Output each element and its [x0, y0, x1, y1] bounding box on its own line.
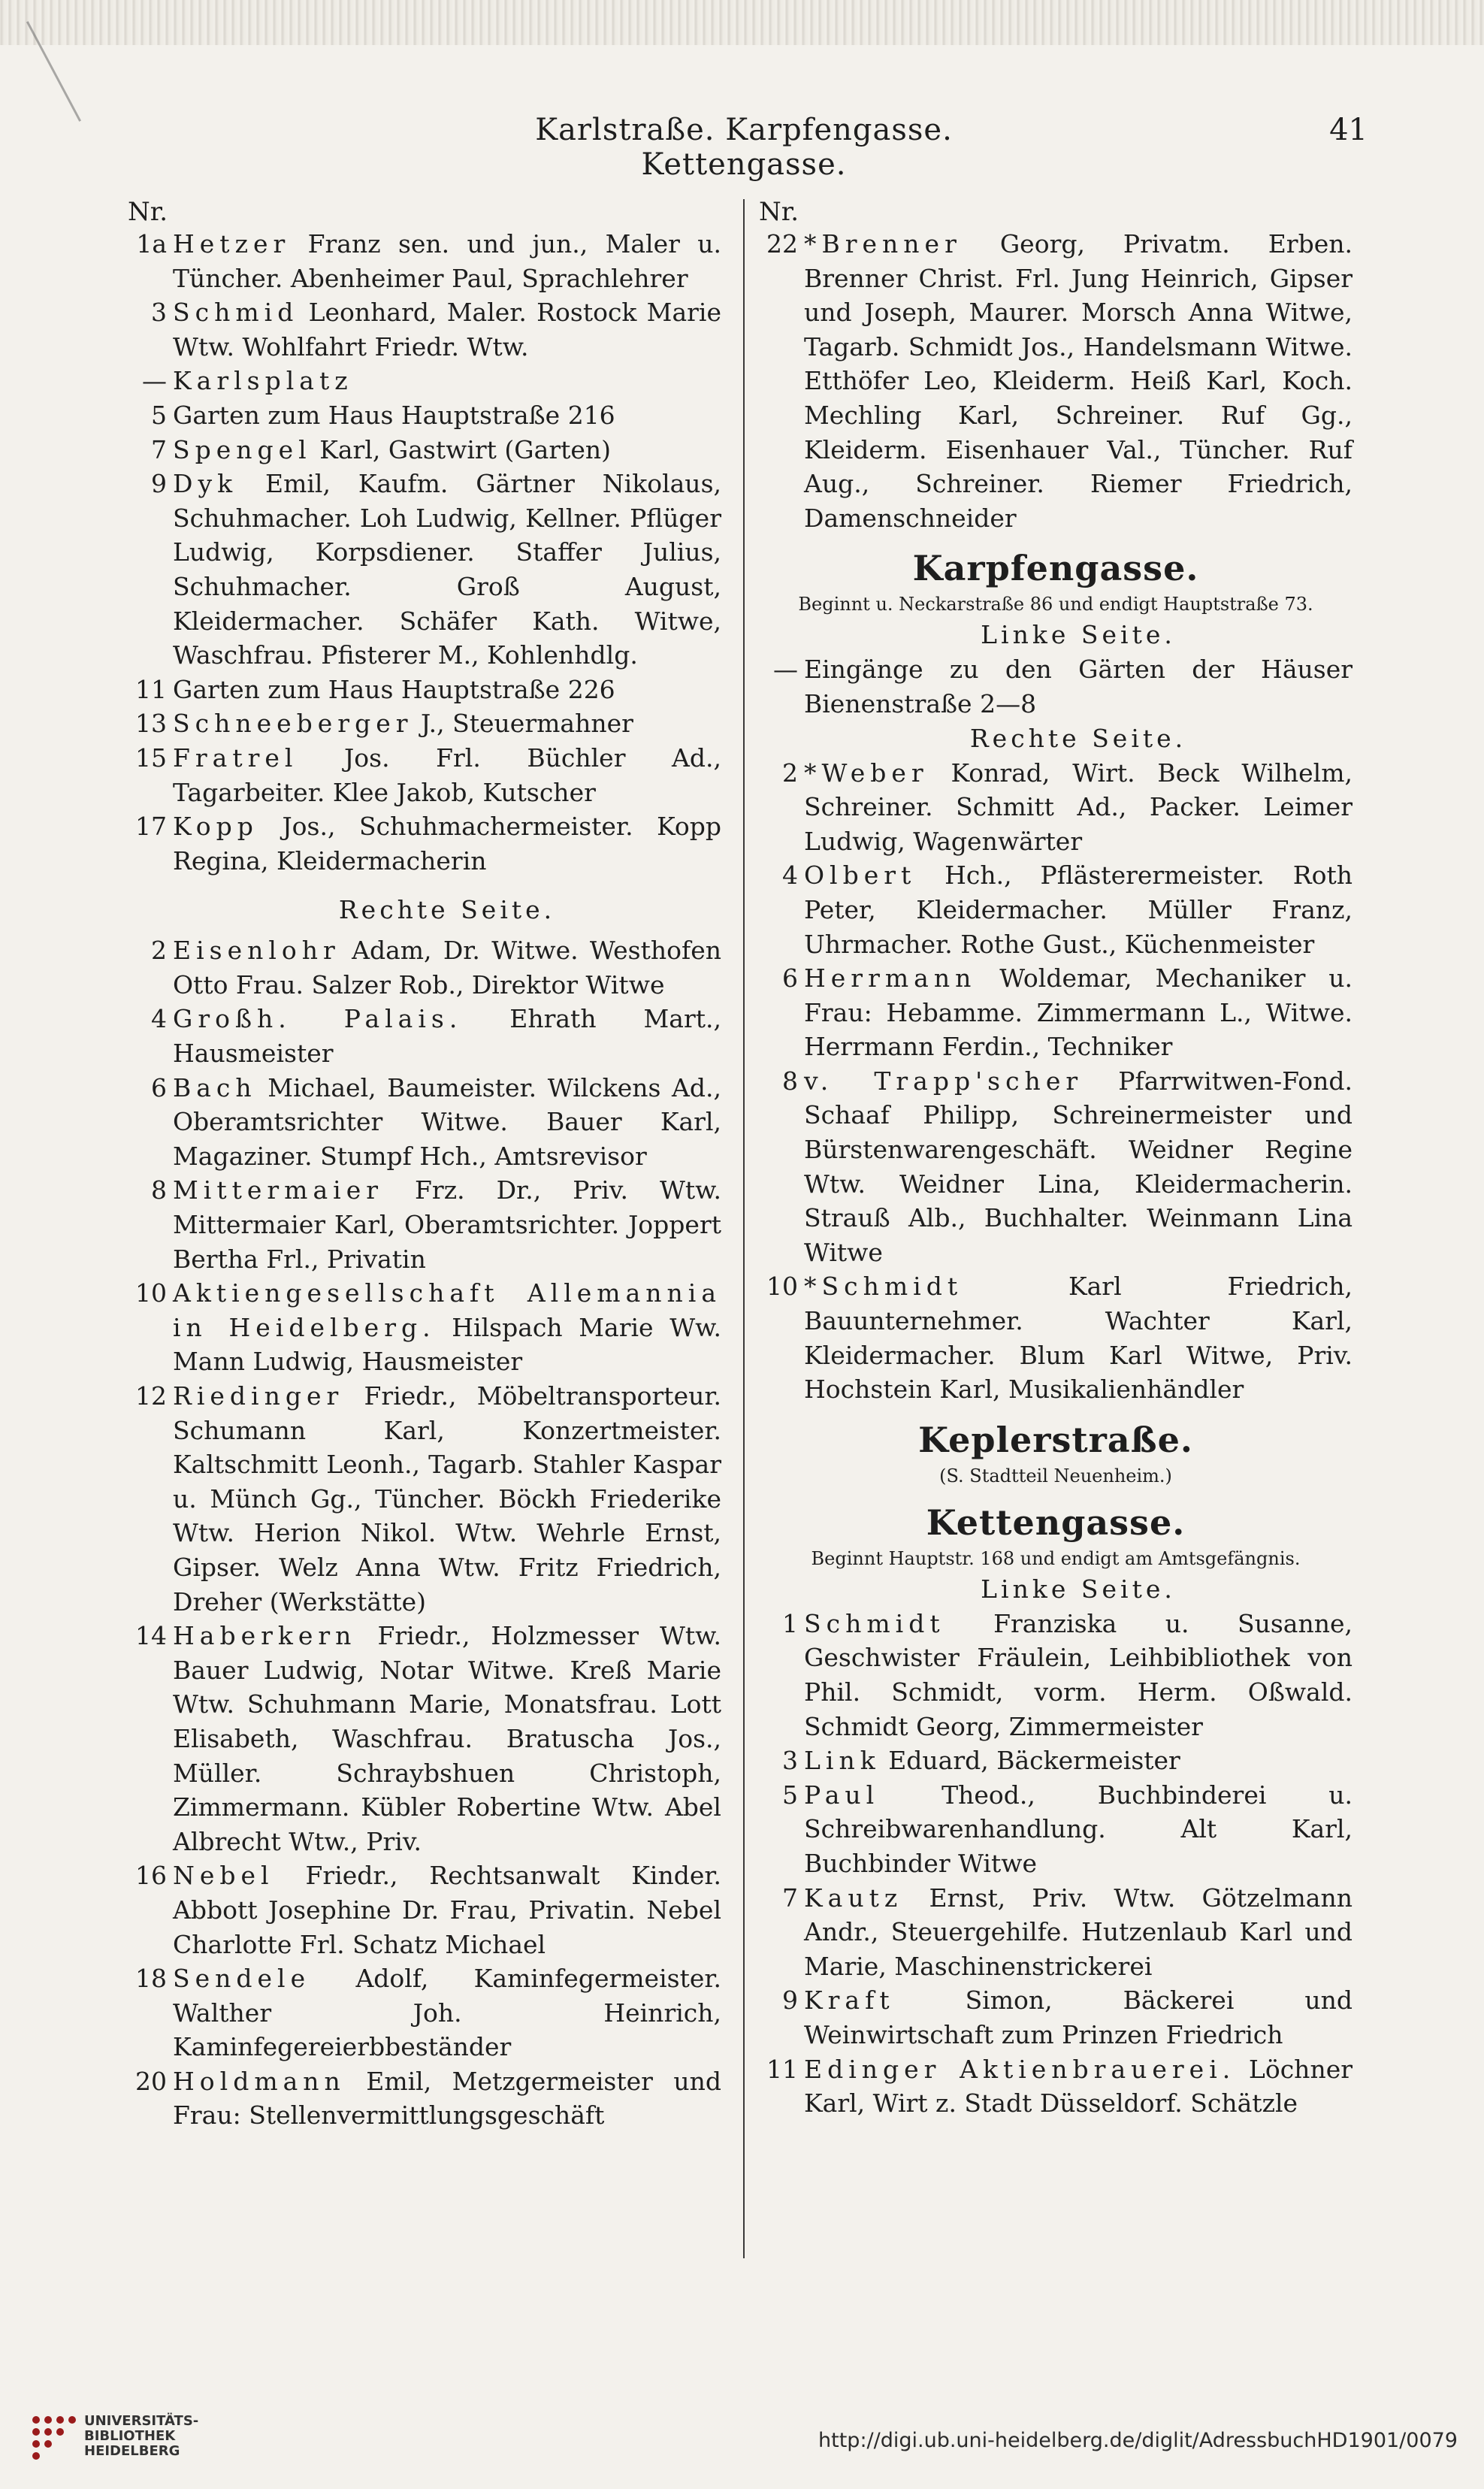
- house-number: 10: [766, 1272, 798, 1302]
- street-heading: Kettengasse.: [926, 1502, 1186, 1543]
- left-column: [128, 197, 721, 2133]
- directory-entry: [128, 1173, 721, 1276]
- entry-body: [804, 1983, 1353, 2052]
- house-number: 2: [782, 758, 798, 788]
- entry-text: Hch., Pflästerermeister. Roth Peter, Kleidermacher. Müller Franz, Uhrmacher. Rothe Gust., Küchenmeister: [804, 860, 1353, 959]
- directory-entry: [759, 1778, 1353, 1881]
- directory-entry: [128, 364, 721, 398]
- house-number: 2: [151, 936, 167, 966]
- directory-entry: [128, 741, 721, 809]
- house-number: 12: [135, 1381, 167, 1411]
- house-number: —: [142, 366, 167, 396]
- logo-line: UNIVERSITÄTS-: [84, 2413, 199, 2429]
- entry-text: Franz sen. und jun., Maler u. Tüncher. Abenheimer Paul, Sprachlehrer: [173, 229, 721, 293]
- entry-list: [759, 652, 1353, 721]
- entry-body: [804, 2052, 1353, 2121]
- entry-text: Pfarrwitwen-Fond. Schaaf Philipp, Schreinermeister und Bürstenwarengeschäft. Weidner Regine Wtw. Weidner Lina, Kleidermacherin. Strauß Alb., Buchhalter. Weinmann Lina Witwe: [804, 1066, 1353, 1267]
- page-number: 41: [1329, 113, 1368, 147]
- entry-text: Ernst, Priv. Wtw. Götzelmann Andr., Steuergehilfe. Hutzenlaub Karl und Marie, Maschinenstrickerei: [804, 1883, 1353, 1981]
- entry-text: Frz. Dr., Priv. Wtw. Mittermaier Karl, Oberamtsrichter. Joppert Bertha Frl., Privatin: [173, 1175, 721, 1274]
- entry-list: [128, 933, 721, 2133]
- house-number: 8: [151, 1175, 167, 1205]
- street-heading: Karpfengasse.: [912, 548, 1199, 589]
- entry-text: Löchner Karl, Wirt z. Stadt Düsseldorf. Schätzle: [804, 2054, 1353, 2119]
- resident-name: Kopp: [173, 812, 258, 842]
- resident-name: *Schmidt: [804, 1272, 963, 1302]
- resident-name: Karlsplatz: [173, 366, 353, 396]
- entry-body: [804, 1064, 1353, 1270]
- entry-text: Emil, Kaufm. Gärtner Nikolaus, Schuhmacher. Loh Ludwig, Kellner. Pflüger Ludwig, Korpsdiener. Staffer Julius, Schuhmacher. Groß August, Kleidermacher. Schäfer Kath. Witwe, Waschfrau. Pfisterer M., Kohlenhdlg.: [173, 469, 721, 670]
- entry-body: [173, 1379, 721, 1619]
- house-number: 18: [135, 1964, 167, 1994]
- house-number: 22: [766, 229, 798, 259]
- directory-entry: [759, 227, 1353, 535]
- house-number: 5: [151, 400, 167, 430]
- right-column: [759, 197, 1353, 2121]
- house-number: 6: [151, 1072, 167, 1102]
- resident-name: Paul: [804, 1780, 880, 1810]
- directory-entry: [128, 295, 721, 364]
- entry-body: [173, 741, 721, 809]
- entry-body: [804, 652, 1353, 721]
- resident-name: Holdmann: [173, 2066, 346, 2096]
- entry-text: Karl, Gastwirt (Garten): [319, 434, 612, 464]
- entry-body: [173, 933, 721, 1002]
- entry-list: [759, 1607, 1353, 2121]
- house-number: 4: [782, 860, 798, 891]
- resident-name: Schmidt: [804, 1608, 945, 1638]
- directory-entry: [128, 398, 721, 433]
- resident-name: Fratrel: [173, 742, 298, 773]
- entry-body: [804, 227, 1353, 535]
- entry-body: [173, 467, 721, 673]
- house-number: 20: [135, 2066, 167, 2096]
- directory-entry: [128, 1071, 721, 1174]
- directory-entry: [759, 1064, 1353, 1270]
- entry-body: [804, 756, 1353, 859]
- house-number: 17: [135, 812, 167, 842]
- house-number: 8: [782, 1066, 798, 1096]
- resident-name: Spengel: [173, 434, 312, 464]
- entry-text: Michael, Baumeister. Wilckens Ad., Oberamtsrichter Witwe. Bauer Karl, Magaziner. Stumpf Hch., Amtsrevisor: [173, 1072, 721, 1171]
- resident-name: Sendele: [173, 1964, 311, 1994]
- side-heading: Linke Seite.: [981, 620, 1176, 650]
- directory-entry: [128, 706, 721, 741]
- resident-name: Bach: [173, 1072, 257, 1102]
- house-number: 10: [135, 1278, 167, 1308]
- directory-entry: [759, 756, 1353, 859]
- resident-name: Schmid: [173, 298, 299, 328]
- entry-text: Garten zum Haus Hauptstraße 226: [173, 674, 615, 704]
- running-title: Karlstraße. Karpfengasse. Kettengasse.: [535, 113, 953, 182]
- directory-entry: [759, 1881, 1353, 1984]
- resident-name: Herrmann: [804, 963, 977, 993]
- entry-text: Adolf, Kaminfegermeister. Walther Joh. Heinrich, Kaminfegereierbbeständer: [173, 1964, 721, 2062]
- entry-text: Georg, Privatm. Erben. Brenner Christ. Frl. Jung Heinrich, Gipser und Joseph, Maurer. Morsch Anna Witwe, Tagarb. Schmidt Jos., Handelsmann Witwe. Etthöfer Leo, Kleiderm. Heiß Karl, Koch. Mechling Karl, Schreiner. Ruf Gg., Kleiderm. Eisenhauer Val., Tüncher. Ruf Aug., Schreiner. Riemer Friedrich, Damenschneider: [804, 229, 1353, 533]
- resident-name: Mittermaier: [173, 1175, 383, 1205]
- directory-entry: [128, 1619, 721, 1858]
- entry-body: [804, 1778, 1353, 1881]
- entry-body: [804, 1269, 1353, 1406]
- entry-text: Friedr., Rechtsanwalt Kinder. Abbott Josephine Dr. Frau, Privatin. Nebel Charlotte Frl. Schatz Michael: [173, 1861, 722, 1959]
- directory-entry: [128, 933, 721, 1002]
- resident-name: Edinger Aktienbrauerei.: [804, 2054, 1236, 2084]
- directory-entry: [759, 1607, 1353, 1744]
- source-url: http://digi.ub.uni-heidelberg.de/diglit/AdressbuchHD1901/0079: [818, 2429, 1458, 2452]
- entry-body: [173, 673, 721, 707]
- resident-name: v. Trapp'scher: [804, 1066, 1084, 1096]
- entry-text: Friedr., Möbeltransporteur. Schumann Karl, Konzertmeister. Kaltschmitt Leonh., Tagarb. Stahler Kaspar u. Münch Gg., Tüncher. Böckh Friederike Wtw. Herion Nikol. Wtw. Wehrle Ernst, Gipser. Welz Anna Wtw. Fritz Friedrich, Dreher (Werkstätte): [173, 1381, 721, 1616]
- entry-text: Karl Friedrich, Bauunternehmer. Wachter Karl, Kleidermacher. Blum Karl Witwe, Priv. Hochstein Karl, Musikalienhändler: [804, 1272, 1353, 1405]
- scan-top-edge: [0, 0, 1484, 45]
- entry-text: Woldemar, Mechaniker u. Frau: Hebamme. Zimmermann L., Witwe. Herrmann Ferdin., Techniker: [804, 963, 1353, 1062]
- entry-text: Eingänge zu den Gärten der Häuser Bienenstraße 2—8: [804, 655, 1353, 718]
- directory-entry: [128, 1276, 721, 1379]
- entry-text: Friedr., Holzmesser Wtw. Bauer Ludwig, Notar Witwe. Kreß Marie Wtw. Schuhmann Marie, Monatsfrau. Lott Elisabeth, Waschfrau. Bratuscha Jos., Müller. Schraybshuen Christoph, Zimmermann. Kübler Robertine Wtw. Abel Albrecht Wtw., Priv.: [173, 1621, 721, 1856]
- directory-entry: [128, 1002, 721, 1070]
- house-number: 13: [135, 709, 167, 739]
- house-number: 9: [782, 1985, 798, 2016]
- house-number: 6: [782, 963, 798, 993]
- logo-line: HEIDELBERG: [84, 2443, 180, 2459]
- entry-list: [759, 227, 1353, 535]
- entry-body: [173, 1173, 721, 1276]
- resident-name: Riedinger: [173, 1381, 344, 1411]
- directory-entry: [128, 1858, 721, 1961]
- entry-body: [173, 809, 721, 878]
- entry-body: [173, 398, 721, 433]
- resident-name: Eisenlohr: [173, 936, 340, 966]
- entry-text: Franziska u. Susanne, Geschwister Fräulein, Leihbibliothek von Phil. Schmidt, vorm. Herm. Oßwald. Schmidt Georg, Zimmermeister: [804, 1608, 1353, 1741]
- entry-text: Emil, Metzgermeister und Frau: Stellenvermittlungsgeschäft: [173, 2066, 721, 2131]
- house-number: 1: [782, 1608, 798, 1638]
- entry-body: [173, 1858, 721, 1961]
- side-heading: Rechte Seite.: [338, 895, 556, 925]
- house-number: 9: [151, 469, 167, 499]
- resident-name: Großh. Palais.: [173, 1004, 463, 1034]
- entry-text: J., Steuermahner: [421, 709, 633, 739]
- entry-body: [804, 1744, 1353, 1778]
- library-logo-icon: [26, 2409, 78, 2462]
- logo-line: BIBLIOTHEK: [84, 2428, 176, 2444]
- resident-name: Haberkern: [173, 1621, 357, 1651]
- entry-body: [173, 364, 721, 398]
- entry-text: Jos. Frl. Büchler Ad., Tagarbeiter. Klee Jakob, Kutscher: [173, 742, 721, 807]
- entry-text: Simon, Bäckerei und Weinwirtschaft zum Prinzen Friedrich: [804, 1985, 1353, 2049]
- directory-entry: [128, 673, 721, 707]
- house-number: 7: [151, 434, 167, 464]
- library-logo-text: [84, 2414, 219, 2459]
- directory-entry: [759, 961, 1353, 1064]
- resident-name: *Brenner: [804, 229, 962, 259]
- house-number: 1a: [136, 229, 167, 259]
- resident-name: Link: [804, 1746, 881, 1776]
- resident-name: Dyk: [173, 469, 238, 499]
- directory-entry: [759, 858, 1353, 961]
- street-note: Beginnt Hauptstr. 168 und endigt am Amtsgefängnis.: [811, 1547, 1301, 1569]
- entry-text: Eduard, Bäckermeister: [888, 1746, 1180, 1776]
- resident-name: Kraft: [804, 1985, 895, 2016]
- house-number: 11: [766, 2054, 798, 2084]
- entry-body: [804, 858, 1353, 961]
- nr-label: Nr.: [759, 197, 799, 227]
- side-heading: Rechte Seite.: [969, 723, 1187, 753]
- directory-entry: [128, 227, 721, 295]
- house-number: 3: [782, 1746, 798, 1776]
- house-number: 11: [135, 674, 167, 704]
- directory-entry: [759, 1983, 1353, 2052]
- column-divider: [743, 199, 745, 2258]
- entry-text: Ehrath Mart., Hausmeister: [173, 1004, 721, 1069]
- entry-list: [128, 227, 721, 878]
- entry-body: [173, 1002, 721, 1070]
- entry-body: [173, 1619, 721, 1858]
- entry-text: Leonhard, Maler. Rostock Marie Wtw. Wohlfahrt Friedr. Wtw.: [173, 298, 721, 361]
- street-note: Beginnt u. Neckarstraße 86 und endigt Hauptstraße 73.: [798, 594, 1313, 615]
- resident-name: Hetzer: [173, 229, 291, 259]
- street-heading: Keplerstraße.: [918, 1419, 1193, 1460]
- entry-text: Jos., Schuhmachermeister. Kopp Regina, Kleidermacherin: [173, 812, 721, 876]
- house-number: 3: [151, 298, 167, 328]
- entry-text: Hilspach Marie Ww. Mann Ludwig, Hausmeister: [173, 1312, 721, 1377]
- running-header: [0, 113, 1484, 182]
- entry-body: [173, 1071, 721, 1174]
- directory-entry: [128, 1379, 721, 1619]
- entry-body: [173, 2064, 721, 2133]
- entry-body: [804, 961, 1353, 1064]
- entry-body: [173, 295, 721, 364]
- resident-name: Aktiengesellschaft Allemannia in Heidelberg.: [173, 1278, 721, 1342]
- entry-body: [804, 1607, 1353, 1744]
- resident-name: Olbert: [804, 860, 917, 891]
- directory-entry: [128, 433, 721, 467]
- directory-entry: [128, 809, 721, 878]
- house-number: 4: [151, 1004, 167, 1034]
- directory-entry: [759, 1744, 1353, 1778]
- resident-name: Nebel: [173, 1861, 274, 1891]
- house-number: —: [773, 655, 798, 685]
- directory-entry: [128, 467, 721, 673]
- entry-body: [804, 1881, 1353, 1984]
- directory-entry: [128, 2064, 721, 2133]
- entry-text: Adam, Dr. Witwe. Westhofen Otto Frau. Salzer Rob., Direktor Witwe: [173, 936, 721, 1000]
- resident-name: *Weber: [804, 758, 929, 788]
- house-number: 5: [782, 1780, 798, 1810]
- entry-body: [173, 1961, 721, 2064]
- resident-name: Schneeberger: [173, 709, 413, 739]
- house-number: 15: [135, 742, 167, 773]
- entry-body: [173, 1276, 721, 1379]
- directory-entry: [128, 1961, 721, 2064]
- house-number: 14: [135, 1621, 167, 1651]
- house-number: 7: [782, 1883, 798, 1913]
- entry-text: Garten zum Haus Hauptstraße 216: [173, 400, 615, 430]
- house-number: 16: [135, 1861, 167, 1891]
- side-heading: Linke Seite.: [981, 1574, 1176, 1604]
- entry-list: [759, 756, 1353, 1407]
- entry-body: [173, 433, 721, 467]
- resident-name: Kautz: [804, 1883, 903, 1913]
- entry-text: Konrad, Wirt. Beck Wilhelm, Schreiner. Schmitt Ad., Packer. Leimer Ludwig, Wagenwärter: [804, 758, 1353, 856]
- street-note: (S. Stadtteil Neuenheim.): [939, 1465, 1172, 1486]
- directory-entry: [759, 2052, 1353, 2121]
- directory-entry: [759, 1269, 1353, 1406]
- entry-body: [173, 706, 721, 741]
- directory-entry: [759, 652, 1353, 721]
- nr-label: Nr.: [128, 197, 168, 227]
- entry-text: Theod., Buchbinderei u. Schreibwarenhandlung. Alt Karl, Buchbinder Witwe: [804, 1780, 1353, 1878]
- entry-body: [173, 227, 721, 295]
